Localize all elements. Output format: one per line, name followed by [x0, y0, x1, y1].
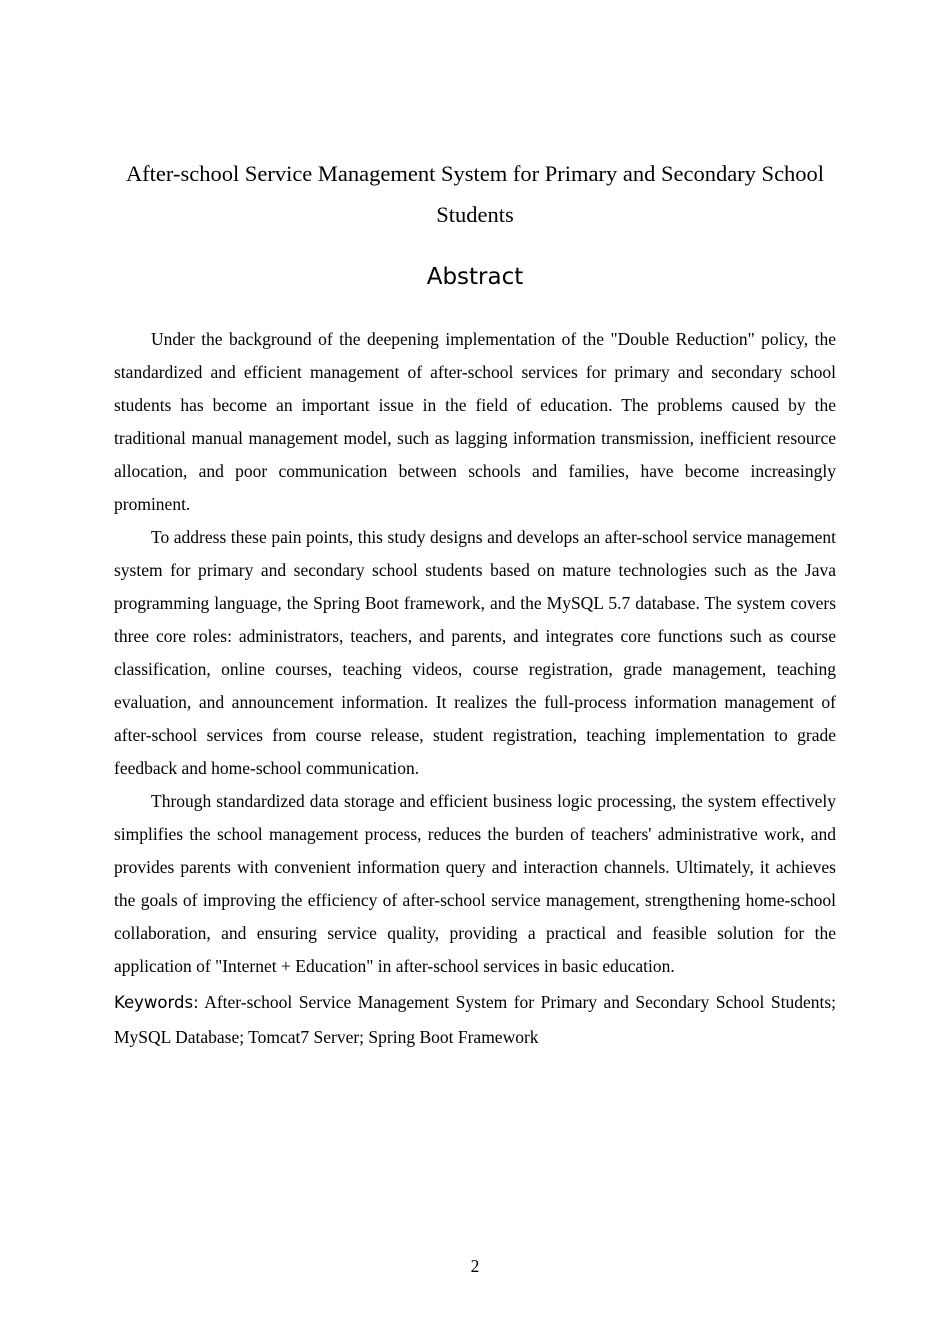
page-number: 2 [470, 1256, 480, 1276]
keywords-label: Keywords: [114, 993, 199, 1012]
keywords-text: After-school Service Management System for Primary and Secondary School Students; MySQL Database; Tomcat7 Server; Spring Boot Framework [114, 992, 836, 1047]
abstract-paragraph-1: Under the background of the deepening implementation of the "Double Reduction" policy, the standardized and efficient management of after-school services for primary and secondary school students has become an important issue in the field of education. The problems caused by the traditional manual management model, such as lagging information transmission, inefficient resource allocation, and poor communication between schools and families, have become increasingly prominent. [114, 329, 836, 514]
paper-title: After-school Service Management System for Primary and Secondary School Students [125, 161, 825, 227]
keywords-line [114, 985, 836, 1055]
abstract-paragraph-3: Through standardized data storage and efficient business logic processing, the system effectively simplifies the school management process, reduces the burden of teachers' administrative work, and provides parents with convenient information query and interaction channels. Ultimately, it achieves the goals of improving the efficiency of after-school service management, strengthening home-school collaboration, and ensuring service quality, providing a practical and feasible solution for the application of "Internet + Education" in after-school services in basic education. [114, 791, 836, 976]
abstract-body [114, 323, 836, 1055]
abstract-heading: Abstract [426, 264, 524, 290]
abstract-paragraph-2: To address these pain points, this study designs and develops an after-school service management system for primary and secondary school students based on mature technologies such as the Java programming language, the Spring Boot framework, and the MySQL 5.7 database. The system covers three core roles: administrators, teachers, and parents, and integrates core functions such as course classification, online courses, teaching videos, course registration, grade management, teaching evaluation, and announcement information. It realizes the full-process information management of after-school services from course release, student registration, teaching implementation to grade feedback and home-school communication. [114, 527, 836, 778]
